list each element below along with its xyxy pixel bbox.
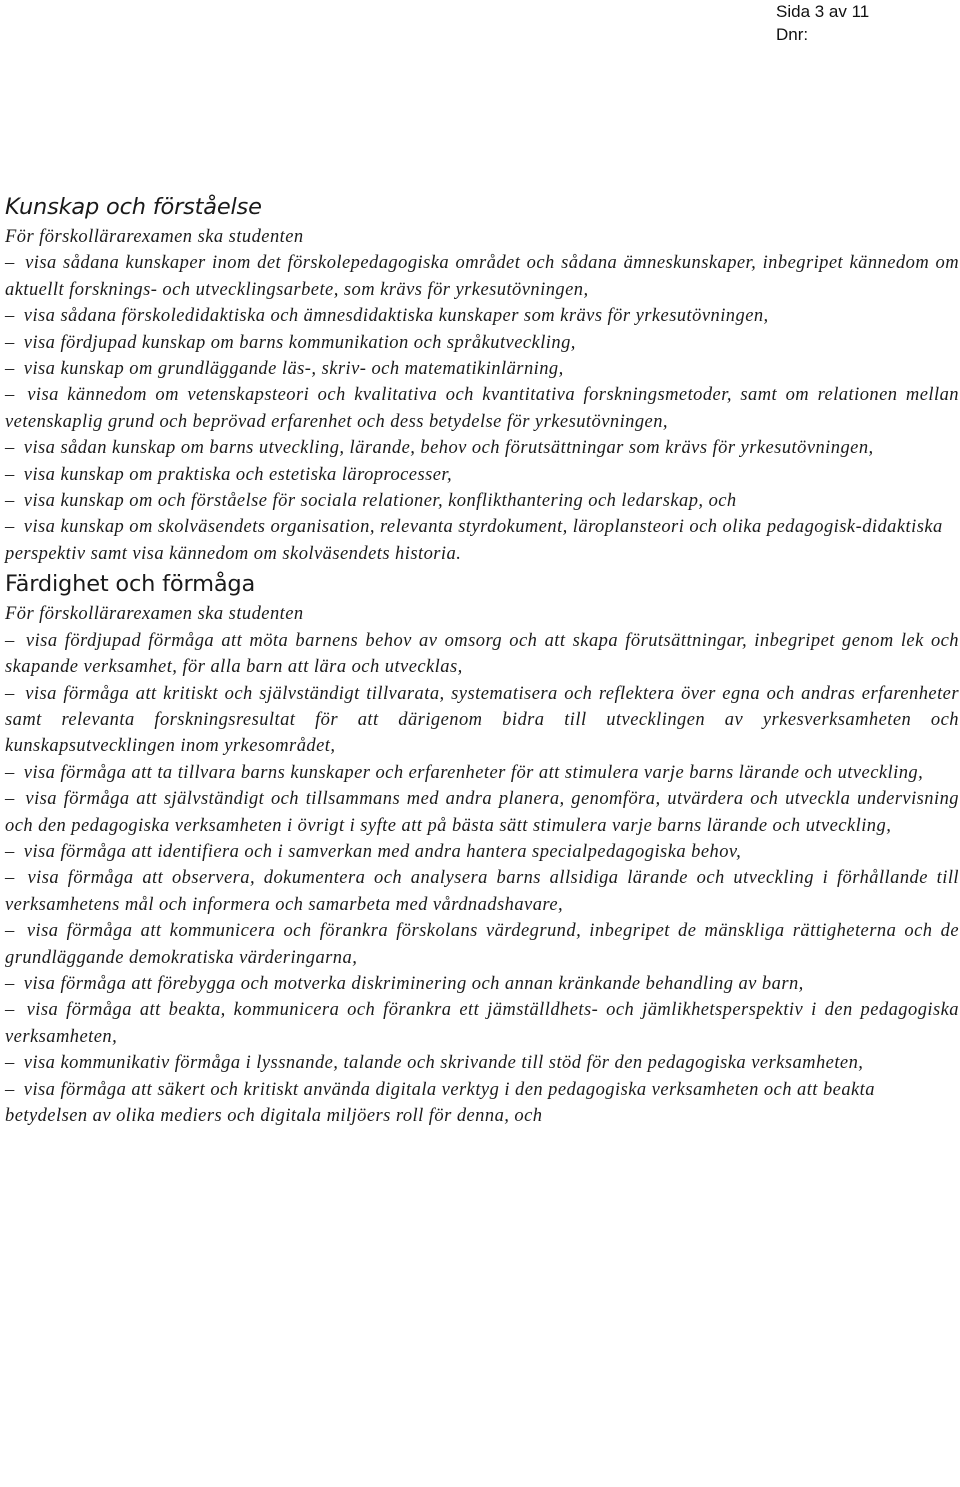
list-item: – visa fördjupad förmåga att möta barnens behov av omsorg och att skapa förutsättningar, inbegripet genom lek och skapande verksamhet, för alla barn att lära och utvecklas, [5,630,960,678]
list-item: – visa förmåga att kritiskt och självständigt tillvarata, systematisera och reflektera över egna och andras erfarenheter samt relevanta forskningsresultat för att därigenom bidra till utvecklingen av yrkesverksamheten och kunskapsutvecklingen inom yrkesområdet, [5,683,959,757]
page-number: Sida 3 av 11 [776,2,870,21]
list-item: – visa förmåga att identifiera och i samverkan med andra hantera specialpedagogiska behov, [5,841,742,862]
dash-bullet: – [5,630,15,651]
section-intro: För förskollärarexamen ska studenten [5,604,304,625]
list-item: – visa sådana kunskaper inom det förskolepedagogiska området och sådana ämneskunskaper, inbegripet kännedom om aktuellt forsknings- och utvecklingsarbete, som krävs för yrkesutövningen, [5,253,960,300]
list-item: – visa kommunikativ förmåga i lyssnande, talande och skrivande till stöd för den pedagogiska verksamheten, [5,1053,864,1074]
list-item: – visa förmåga att ta tillvara barns kunskaper och erfarenheter för att stimulera varje barns lärande och utveckling, [5,762,924,783]
dash-bullet: – [5,789,15,810]
list-item: – visa förmåga att säkert och kritiskt använda digitala verktyg i den pedagogiska verksamheten och att beakta betydelsen av olika mediers och digitala miljöers roll för denna, och [5,1079,875,1126]
list-item: – visa fördjupad kunskap om barns kommunikation och språkutveckling, [5,332,576,353]
list-item: – visa kunskap om praktiska och estetiska läroprocesser, [5,464,453,485]
dash-bullet: – [5,1000,15,1021]
section-heading: Färdighet och förmåga [5,571,256,598]
dash-bullet: – [5,438,15,459]
section-kunskap [5,190,959,567]
dash-bullet: – [5,491,15,512]
dash-bullet: – [5,921,15,942]
list-item: – visa kunskap om och förståelse för sociala relationer, konflikthantering och ledarskap, och [5,491,737,512]
dash-bullet: – [5,683,15,704]
list-item: – visa förmåga att självständigt och tillsammans med andra planera, genomföra, utvärdera och utveckla undervisning och den pedagogiska verksamheten i övrigt i syfte att på bästa sätt stimulera varje barns lärande och utveckling, [5,789,959,836]
list-item: – visa kunskap om skolväsendets organisation, relevanta styrdokument, läroplansteori och olika pedagogisk-didaktiska perspektiv samt visa kännedom om skolväsendets historia. [5,517,943,564]
section-intro: För förskollärarexamen ska studenten [5,227,304,247]
dash-bullet: – [5,868,15,889]
dash-bullet: – [5,359,15,380]
section-fardighet [5,567,959,1129]
list-item: – visa kunskap om grundläggande läs-, skriv- och matematikinlärning, [5,359,564,380]
list-item: – visa förmåga att beakta, kommunicera och förankra ett jämställdhets- och jämlikhetsperspektiv i den pedagogiska verksamheten, [5,1000,960,1047]
section-heading: Kunskap och förståelse [5,194,262,220]
list-item: – visa förmåga att kommunicera och förankra förskolans värdegrund, inbegripet de mänskliga rättigheterna och de grundläggande demokratiska värderingarna, [5,921,959,968]
dash-bullet: – [5,762,15,783]
dash-bullet: – [5,517,15,538]
list-item: – visa sådan kunskap om barns utveckling, lärande, behov och förutsättningar som krävs för yrkesutövningen, [5,438,874,459]
dnr-label: Dnr: [776,25,809,44]
page-header [776,0,869,46]
dash-bullet: – [5,1079,15,1100]
document-body [5,190,959,1129]
dash-bullet: – [5,332,15,353]
dash-bullet: – [5,306,15,327]
dash-bullet: – [5,973,15,994]
dash-bullet: – [5,464,15,485]
dash-bullet: – [5,253,15,274]
dash-bullet: – [5,841,15,862]
list-item: – visa sådana förskoledidaktiska och ämnesdidaktiska kunskaper som krävs för yrkesutövningen, [5,306,769,327]
dash-bullet: – [5,385,15,406]
list-item: – visa kännedom om vetenskapsteori och kvalitativa och kvantitativa forskningsmetoder, samt om relationen mellan vetenskaplig grund och beprövad erfarenhet och dess betydelse för yrkesutövningen, [5,385,959,432]
list-item: – visa förmåga att förebygga och motverka diskriminering och annan kränkande behandling av barn, [5,973,804,994]
list-item: – visa förmåga att observera, dokumentera och analysera barns allsidiga lärande och utveckling i förhållande till verksamhetens mål och informera och samarbeta med vårdnadshavare, [5,868,959,915]
dash-bullet: – [5,1053,15,1074]
